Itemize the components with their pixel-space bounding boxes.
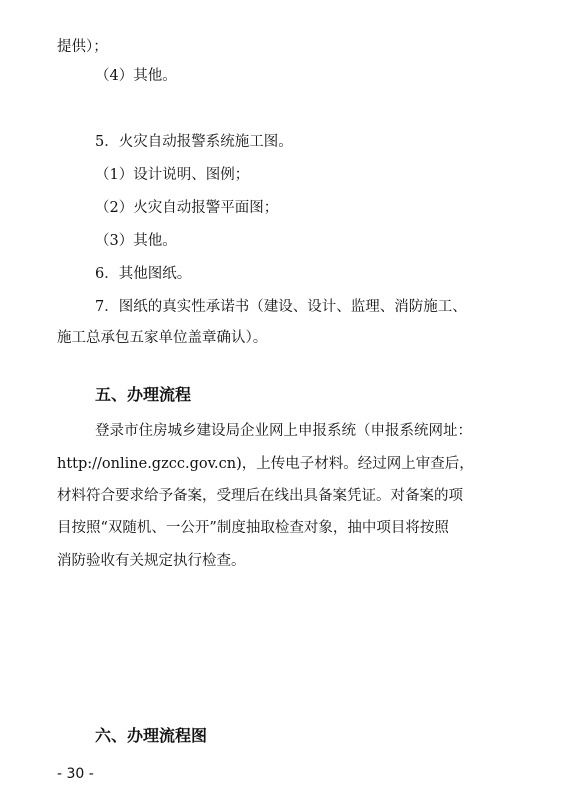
body-line: 提供）； [57,39,108,55]
page-number: - 30 - [57,766,94,782]
body-line: 5．火灾自动报警系统施工图。 [95,134,293,150]
body-line: （3）其他。 [95,233,177,249]
paragraph-line: 材料符合要求给予备案，受理后在线出具备案凭证。对备案的项 [57,488,463,504]
section-five-heading: 五、办理流程 [95,385,192,404]
body-line: （1）设计说明、图例； [95,167,250,183]
body-line: 施工总承包五家单位盖章确认）。 [57,330,268,346]
body-line: 6．其他图纸。 [95,266,192,282]
paragraph-line: http://online.gzcc.gov.cn)，上传电子材料。经过网上审查后， [57,456,474,472]
section-six-heading: 六、办理流程图 [95,726,208,745]
paragraph-line: 目按照“双随机、一公开”制度抽取检查对象，抽中项目将按照 [57,520,449,536]
body-line: （2）火灾自动报警平面图； [95,200,279,216]
paragraph-line: 登录市住房城乡建设局企业网上申报系统（申报系统网址： [95,423,472,439]
paragraph-line: 消防验收有关规定执行检查。 [57,553,246,569]
body-line: 7．图纸的真实性承诺书（建设、设计、监理、消防施工、 [95,299,467,315]
body-line: （4）其他。 [95,68,177,84]
